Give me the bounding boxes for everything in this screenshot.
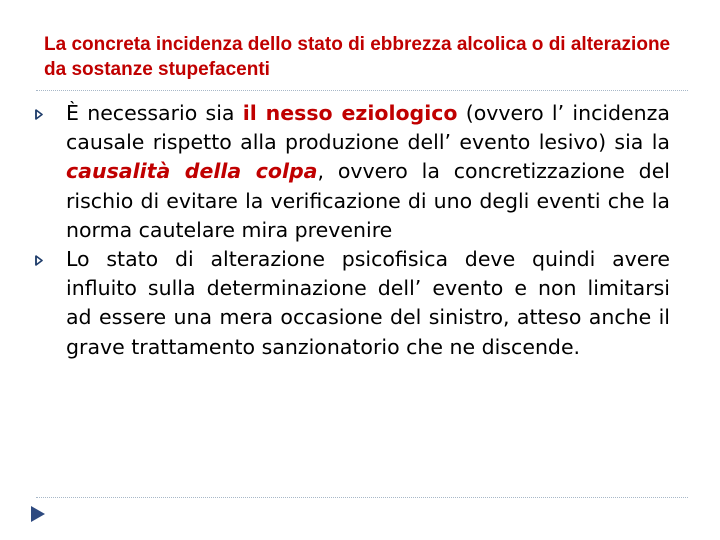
bullet-list [34, 99, 670, 362]
footer-divider [36, 497, 688, 498]
bullet-item [34, 99, 670, 245]
bullet-text: , ovvero la concretizzazione del rischio di evitare la verificazione di uno degli eventi che la norma cautelare mira prevenire [66, 159, 671, 242]
slide-title: La concreta incidenza dello stato di ebbrezza alcolica o di alterazione da sostanze stupefacenti [44, 34, 671, 80]
bullet-arrow-icon [34, 255, 44, 266]
bullet-text: È necessario sia [66, 101, 243, 125]
highlight-causalita-colpa: causalità della colpa [66, 159, 318, 184]
title-divider [36, 90, 688, 91]
bullet-text: (ovvero l’ incidenza causale rispetto alla produzione dell’ evento lesivo) sia la [66, 101, 670, 155]
highlight-nesso-eziologico: il nesso eziologico [242, 101, 458, 125]
nav-forward-icon[interactable] [30, 505, 46, 523]
bullet-item [34, 245, 670, 362]
bullet-arrow-icon [34, 109, 44, 120]
bullet-text: Lo stato di alterazione psicofisica deve quindi avere influito sulla determinazione dell’ evento e non limitarsi ad essere una mera occasione del sinistro, atteso anche il grave trattamento sanzionatorio che ne discende. [66, 247, 670, 359]
